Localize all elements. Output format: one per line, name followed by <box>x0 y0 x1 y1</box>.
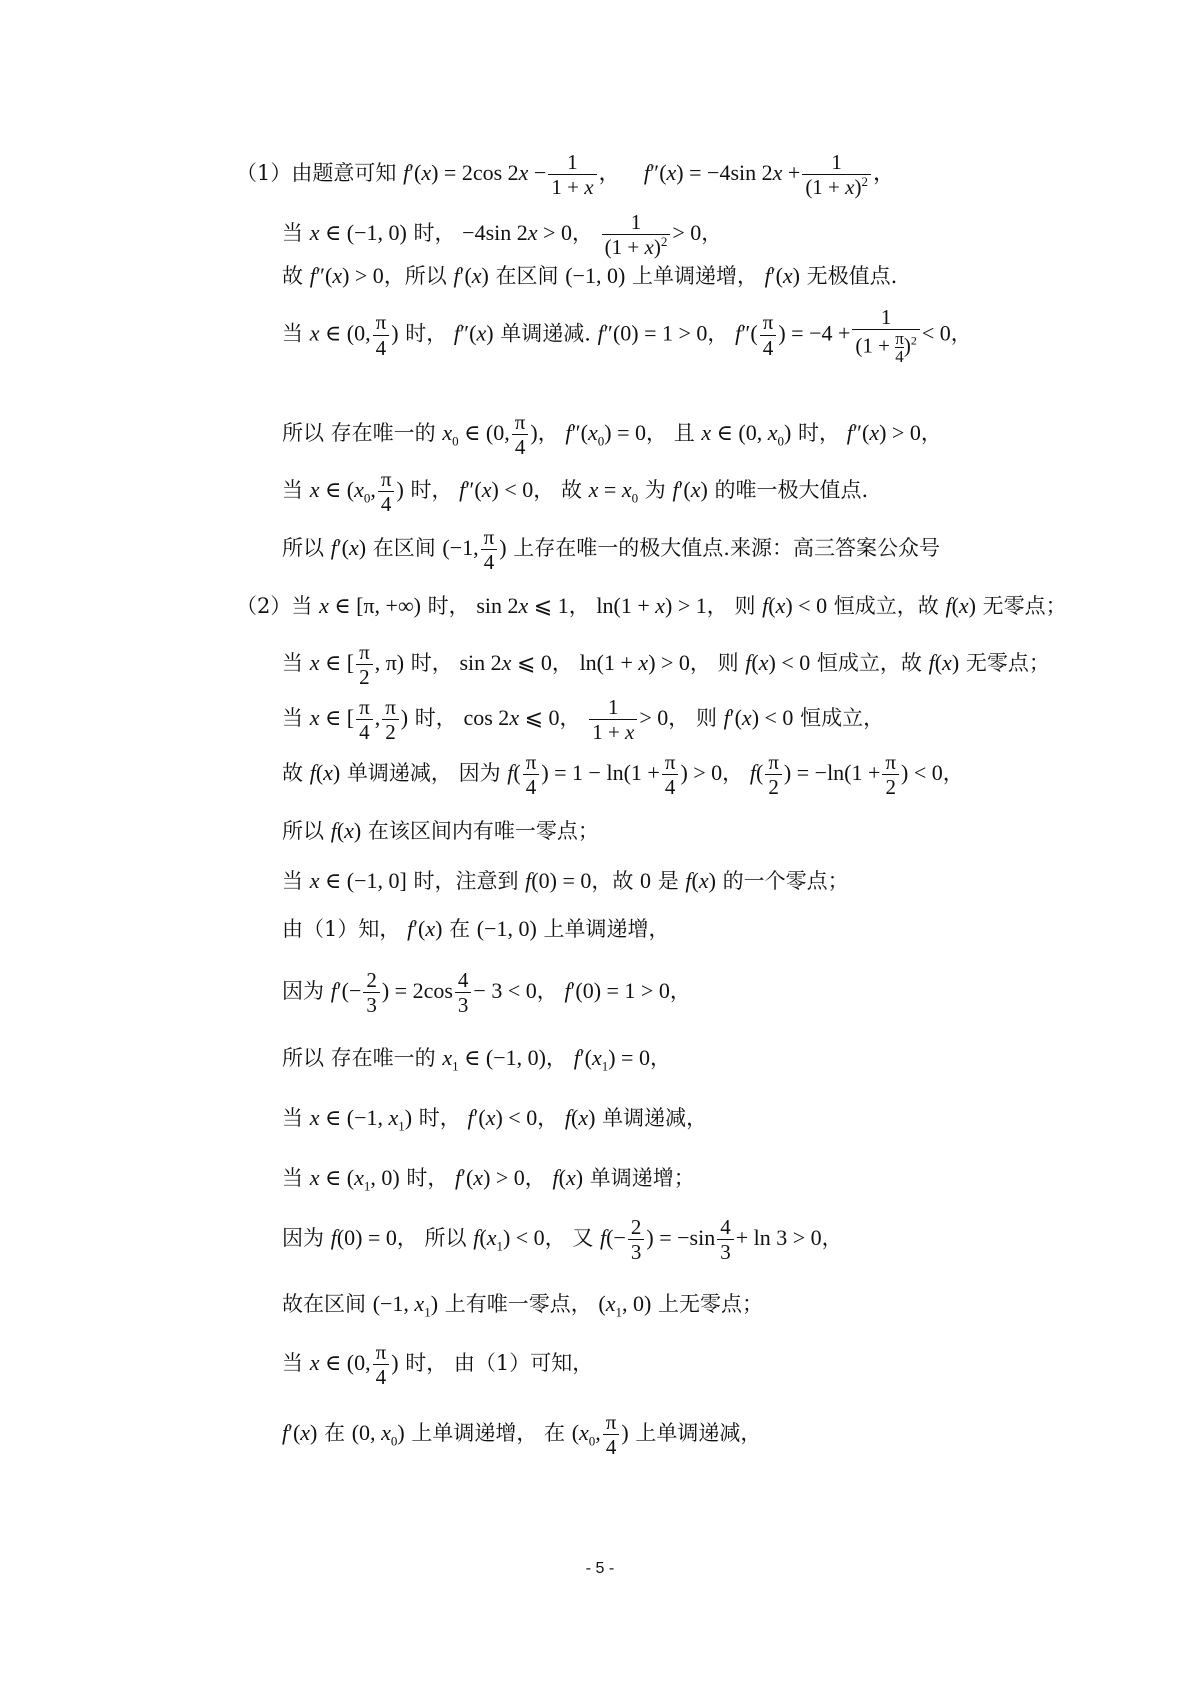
line-text: 当 <box>282 706 303 731</box>
line-text: 所以 存在唯一的 <box>282 1046 436 1070</box>
line-text: 由（1）知， <box>282 917 401 941</box>
part2-line9: 所以 存在唯一的 $x_1$ ∈ (−1, 0)， $f'(x_1) = 0$， <box>282 1045 671 1074</box>
line-text: 所以 存在唯一的 <box>282 421 436 446</box>
line-text: 因为 <box>282 1226 324 1251</box>
part2-line15: f′(x) 在 (0, $x_0$) 上单调递增， 在 ($x_0$, $\frac{\pi}{4}$ ) 上单调递减， <box>282 1410 762 1460</box>
line-text: 故在区间 <box>282 1292 366 1316</box>
part2-head-line: （2）当 x ∈ [π, +∞) 时， sin 2x ⩽ 1， ln(1 + x) > 1， 则 f(x) < 0 恒成立，故 f(x) 无零点； <box>236 593 1067 618</box>
line-text: 当 <box>282 651 303 676</box>
part2-line14: 当 x ∈ (0, $\frac{\pi}{4}$ ) 时， 由（1）可知， <box>282 1340 594 1390</box>
interval-condition-line: 当 x ∈ (−1, 0) 时， −4sin 2x > 0， $\frac{1}{(1 + x)^2}$ > 0， <box>282 210 723 260</box>
line-text: 故 <box>282 264 303 288</box>
part2-line12: 因为 f(0) = 0， 所以 $f(x_1) < 0$， 又 f(− $\frac{2}{3}$ ) = −sin $\frac{4}{3}$ + ln 3 > 0， <box>282 1215 843 1265</box>
line-text: 当 <box>282 221 303 246</box>
line-text: 当 <box>282 1351 303 1376</box>
line-text: 故 <box>282 761 303 786</box>
line-text: 所以 <box>282 536 324 561</box>
part2-line5: 所以 f(x) 在该区间内有唯一零点； <box>282 818 599 843</box>
line-text: 所以 <box>282 819 324 843</box>
decreasing-line: 当 x ∈ (0, $\frac{\pi}{4}$ ) 时， f″(x) 单调递减. f″(0) = 1 > 0， f″( $\frac{\pi}{4}$ ) = −4 + 1 (1 + $\frac{\pi}{4}$ )$^2$ < 0， <box>282 305 972 367</box>
line-text: 当 <box>282 1106 303 1130</box>
part2-line8: 因为 f′(− $\frac{2}{3}$ ) = 2cos $\frac{4}{3}$ − 3 < 0， f′(0) = 1 > 0， <box>282 968 691 1018</box>
part2-line2: 当 x ∈ [ $\frac{\pi}{2}$ , π) 时， sin 2x ⩽ 0， ln(1 + x) > 0， 则 f(x) < 0 恒成立，故 f(x) 无零点； <box>282 640 1050 690</box>
part2-line3: 当 x ∈ [ $\frac{\pi}{4}$ , $\frac{\pi}{2}$ ) 时， cos 2x ⩽ 0， $\frac{1}{1 + x}$ > 0， 则 f′(x) < 0 恒成立， <box>282 695 885 745</box>
line-text: 由题意可知 <box>291 161 397 186</box>
part-label: （2） <box>236 594 292 618</box>
line-text: 为 <box>644 478 666 503</box>
part2-line7: 由（1）知， f′(x) 在 (−1, 0) 上单调递增， <box>282 916 670 941</box>
part2-line11: 当 x ∈ ($x_1$, 0) 时， f′(x) > 0， f(x) 单调递增； <box>282 1165 695 1194</box>
part-label: （1） <box>236 161 292 186</box>
part2-line13: 故在区间 (−1, $x_1$) 上有唯一零点， ($x_1$, 0) 上无零点； <box>282 1291 763 1320</box>
line-text: 当 <box>282 1166 303 1190</box>
final-conclusion-line: 所以 f′(x) 在区间 (−1, $\frac{\pi}{4}$ ) 上存在唯一的极大值点.来源：高三答案公众号 <box>282 525 940 575</box>
source-note: 来源：高三答案公众号 <box>729 536 940 561</box>
page-number: - 5 - <box>585 1560 615 1577</box>
max-point-line: 当 x ∈ ($x_0$, $\frac{\pi}{4}$ ) 时， f″(x) < 0， 故 $x = x_0$ 为 f′(x) 的唯一极大值点. <box>282 467 869 517</box>
line-text: 因为 <box>282 979 324 1004</box>
part1-derivatives-line: （1）由题意可知 f′(x) = 2cos 2x − $\frac{1}{1 + x}$ ， f″(x) = −4sin 2x + $\frac{1}{(1 + x)^2}$ ， <box>236 150 895 200</box>
part2-line6: 当 x ∈ (−1, 0] 时，注意到 f(0) = 0，故 0 是 f(x) 的一个零点； <box>282 868 849 893</box>
unique-point-line: 所以 存在唯一的 $x_0$ ∈ (0, $\frac{\pi}{4}$ )， $f''(x_0) = 0$， 且 x ∈ (0, $x_0$) 时， f″(x) > 0， <box>282 410 942 460</box>
line-text: 上存在唯一的极大值点. <box>513 536 730 561</box>
conclusion-line: 故 f″(x) > 0，所以 f′(x) 在区间 (−1, 0) 上单调递增， f′(x) 无极值点. <box>282 263 898 288</box>
line-text: 在 <box>324 1421 346 1446</box>
line-text: 单调递减. <box>500 321 591 346</box>
line-text: 当 <box>291 594 313 618</box>
line-text: 当 <box>282 869 303 893</box>
part2-line10: 当 x ∈ (−1, $x_1$) 时， f′(x) < 0， f(x) 单调递减， <box>282 1105 708 1134</box>
part2-line4: 故 f(x) 单调递减， 因为 f( $\frac{\pi}{4}$ ) = 1 − ln(1 + $\frac{\pi}{4}$ ) > 0， f( $\frac{\pi}{2}$ ) = −ln(1 + $\frac{\pi}{2}$ ) < 0， <box>282 750 964 800</box>
